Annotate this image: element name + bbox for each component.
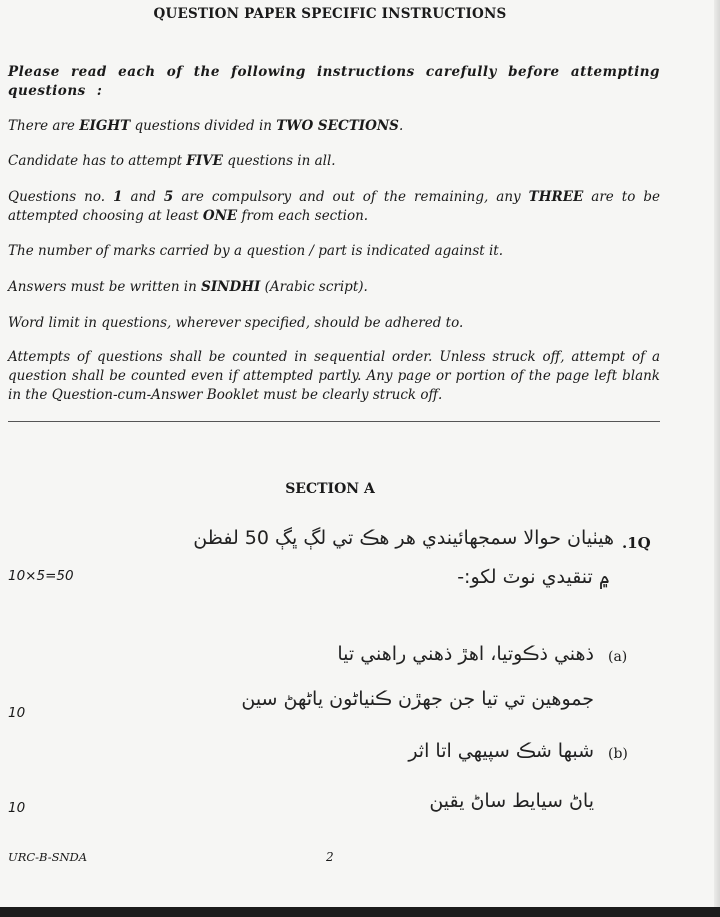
page-heading: QUESTION PAPER SPECIFIC INSTRUCTIONS: [153, 6, 507, 22]
instruction-3: Questions no. 1 and 5 are compulsory and out of the remaining, any THREE are to be attempted choosing at least ONE from each section.: [8, 189, 660, 224]
page-edge-shadow: [714, 0, 720, 907]
instruction-5: Answers must be written in SINDHI (Arabic script).: [8, 279, 368, 295]
instruction-4: The number of marks carried by a question / part is indicated against it.: [8, 243, 504, 259]
divider-line: [8, 421, 660, 422]
part-b-text-line1: شبها شڪ سپيهي اتا اثر: [408, 740, 594, 762]
instruction-1: There are EIGHT questions divided in TWO SECTIONS.: [8, 118, 404, 134]
part-a-text-line1: ذهني ذڪوتيا، اهڙ ذهني راهني تيا: [337, 643, 594, 665]
part-b-text-line2: ياڻ سيايط ساڻ يقين: [429, 790, 594, 812]
question-number: .1Q: [622, 534, 651, 552]
part-b-label: (b): [608, 746, 628, 762]
part-a-text-line2: جموهين تي تيا جن جهڙن ڪنياڻون ياڻهڻ سين: [241, 688, 594, 710]
instruction-2: Candidate has to attempt FIVE questions in all.: [8, 153, 336, 169]
instruction-7: Attempts of questions shall be counted in sequential order. Unless struck off, attempt of a question shall be counted even if attempted partly. Any page or portion of the page left blank in the Question-cum-Answer Booklet must be clearly struck off.: [8, 349, 660, 403]
instruction-6: Word limit in questions, wherever specified, should be adhered to.: [8, 315, 464, 331]
section-title: SECTION A: [285, 481, 375, 497]
instructions-intro: Please read each of the following instructions carefully before attempting questions :: [8, 64, 660, 99]
part-a-marks: 10: [8, 705, 26, 721]
bottom-scan-edge: [0, 907, 720, 917]
footer-page-number: 2: [326, 850, 334, 864]
question-marks: 10×5=50: [8, 568, 74, 584]
part-b-marks: 10: [8, 800, 26, 816]
question-text-line2: ۾ تنقيدي نوٽ لکو:-: [457, 566, 610, 588]
footer-paper-code: URC-B-SNDA: [8, 850, 88, 864]
part-a-label: (a): [608, 649, 628, 665]
question-text-line1: هيٺيان حوالا سمجھائيندي هر هڪ تي لڳ ڀڳ 50 لفظن: [193, 527, 614, 549]
